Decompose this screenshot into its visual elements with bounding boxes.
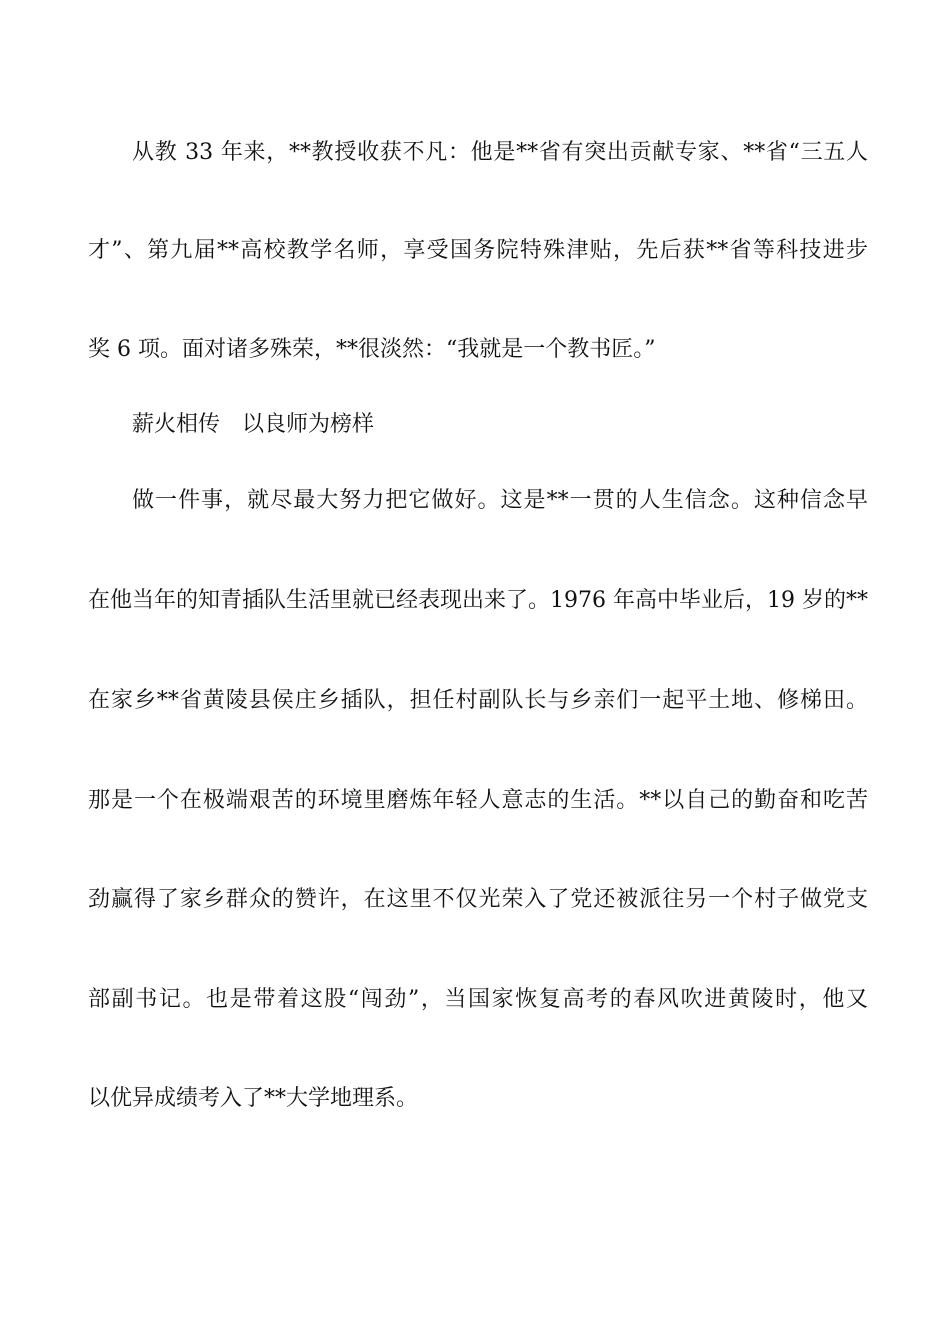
paragraph-2-line-6: 部副书记。也是带着这股“闯劲”，当国家恢复高考的春风吹进黄陵时，他又 [88, 987, 868, 1012]
paragraph-2-line-7: 以优异成绩考入了**大学地理系。 [88, 1086, 419, 1111]
paragraph-2-line-2: 在他当年的知青插队生活里就已经表现出来了。1976 年高中毕业后，19 岁的** [88, 588, 868, 613]
paragraph-1-line-3: 奖 6 项。面对诸多殊荣，**很淡然：“我就是一个教书匠。” [88, 337, 656, 362]
paragraph-2-line-5: 劲赢得了家乡群众的赞许，在这里不仅光荣入了党还被派往另一个村子做党支 [88, 887, 868, 912]
paragraph-1-line-2: 才”、第九届**高校教学名师，享受国务院特殊津贴，先后获**省等科技进步 [88, 238, 868, 263]
paragraph-1-line-1: 从教 33 年来，**教授收获不凡：他是**省有突出贡献专家、**省“三五人 [132, 140, 868, 165]
paragraph-2-line-1: 做一件事，就尽最大努力把它做好。这是**一贯的人生信念。这种信念早 [132, 488, 868, 513]
paragraph-2-line-4: 那是一个在极端艰苦的环境里磨炼年轻人意志的生活。**以自己的勤奋和吃苦 [88, 788, 868, 813]
paragraph-2-line-3: 在家乡**省黄陵县侯庄乡插队，担任村副队长与乡亲们一起平土地、修梯田。 [88, 688, 868, 713]
section-heading: 薪火相传 以良师为榜样 [132, 412, 375, 437]
